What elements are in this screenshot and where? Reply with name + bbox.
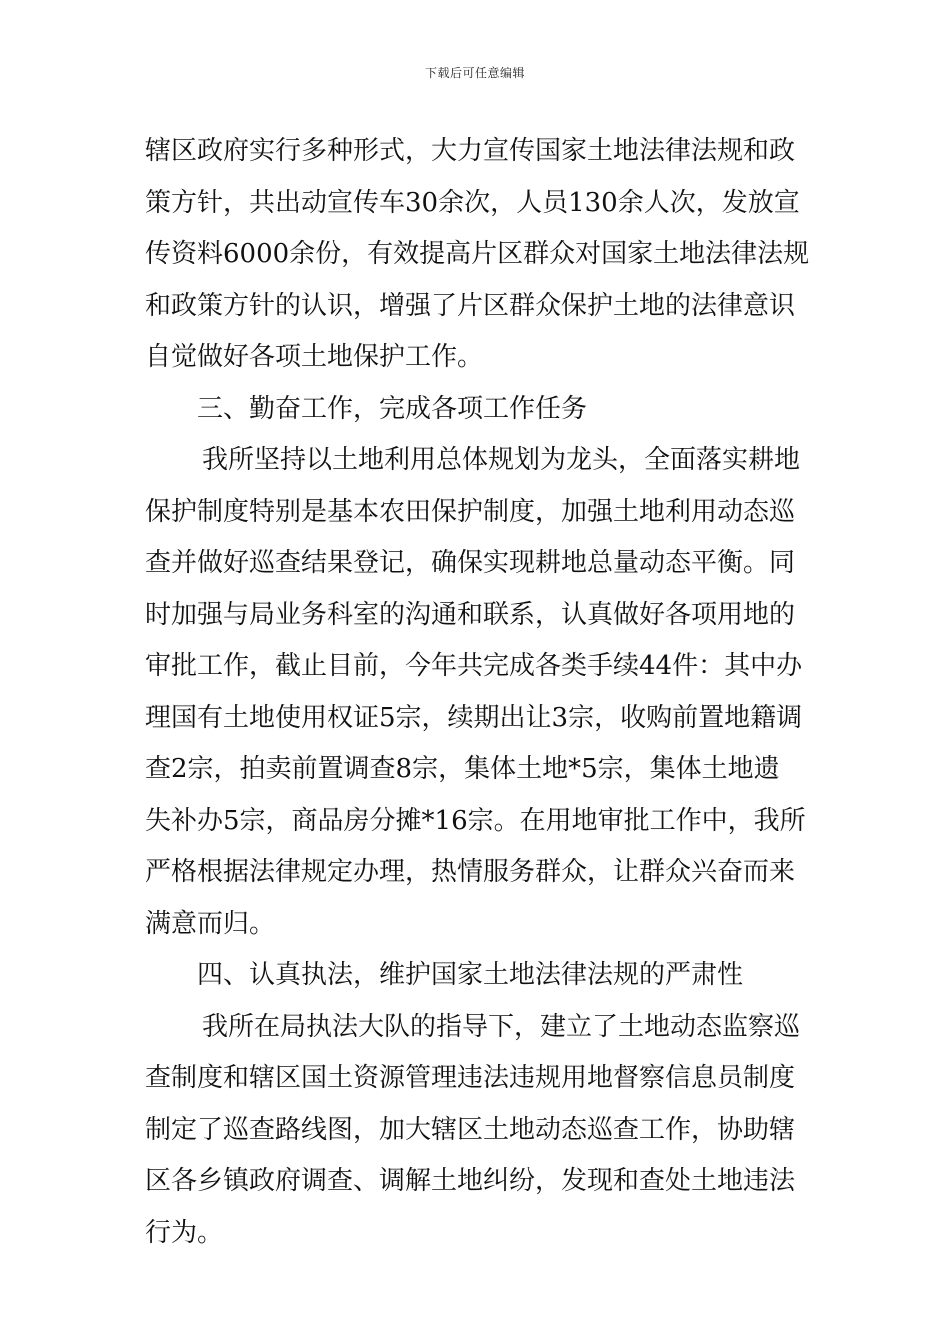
paragraph-line: 策方针，共出动宣传车30余次，人员130余人次，发放宣	[145, 187, 800, 218]
paragraph-line: 审批工作，截止目前，今年共完成各类手续44件：其中办	[145, 651, 803, 681]
paragraph-line: 和政策方针的认识，增强了片区群众保护土地的法律意识	[145, 290, 796, 321]
paragraph-line: 查2宗，拍卖前置调查8宗，集体土地*5宗，集体土地遗	[145, 754, 780, 784]
paragraph-line: 自觉做好各项土地保护工作。	[145, 342, 484, 372]
paragraph-line: 理国有土地使用权证5宗，续期出让3宗，收购前置地籍调	[145, 702, 803, 733]
paragraph-line: 区各乡镇政府调查、调解土地纠纷，发现和查处土地违法	[145, 1166, 796, 1196]
paragraph-line: 失补办5宗，商品房分摊*16宗。在用地审批工作中，我所	[145, 805, 806, 836]
paragraph-line: 满意而归。	[145, 908, 276, 939]
document-body	[145, 126, 810, 1259]
page-header: 下载后可任意编辑	[424, 66, 525, 80]
paragraph-line: 制定了巡查路线图，加大辖区土地动态巡查工作，协助辖	[145, 1114, 796, 1145]
paragraph-line: 行为。	[145, 1217, 224, 1248]
paragraph-line: 保护制度特别是基本农田保护制度，加强土地利用动态巡	[145, 496, 796, 527]
paragraph-line: 查并做好巡查结果登记，确保实现耕地总量动态平衡。同	[145, 548, 796, 578]
section-heading: 四、认真执法，维护国家土地法律法规的严肃性	[197, 960, 744, 990]
paragraph-line: 严格根据法律规定办理，热情服务群众，让群众兴奋而来	[145, 857, 796, 887]
paragraph-line: 我所在局执法大队的指导下，建立了土地动态监察巡	[202, 1011, 801, 1042]
paragraph-line: 传资料6000余份，有效提高片区群众对国家土地法律法规	[145, 239, 810, 269]
paragraph-line: 辖区政府实行多种形式，大力宣传国家土地法律法规和政	[145, 136, 796, 166]
paragraph-line: 我所坚持以土地利用总体规划为龙头，全面落实耕地	[202, 445, 801, 475]
paragraph-line: 时加强与局业务科室的沟通和联系，认真做好各项用地的	[145, 599, 796, 630]
section-heading: 三、勤奋工作，完成各项工作任务	[197, 393, 588, 424]
paragraph-line: 查制度和辖区国土资源管理违法违规用地督察信息员制度	[145, 1063, 796, 1093]
